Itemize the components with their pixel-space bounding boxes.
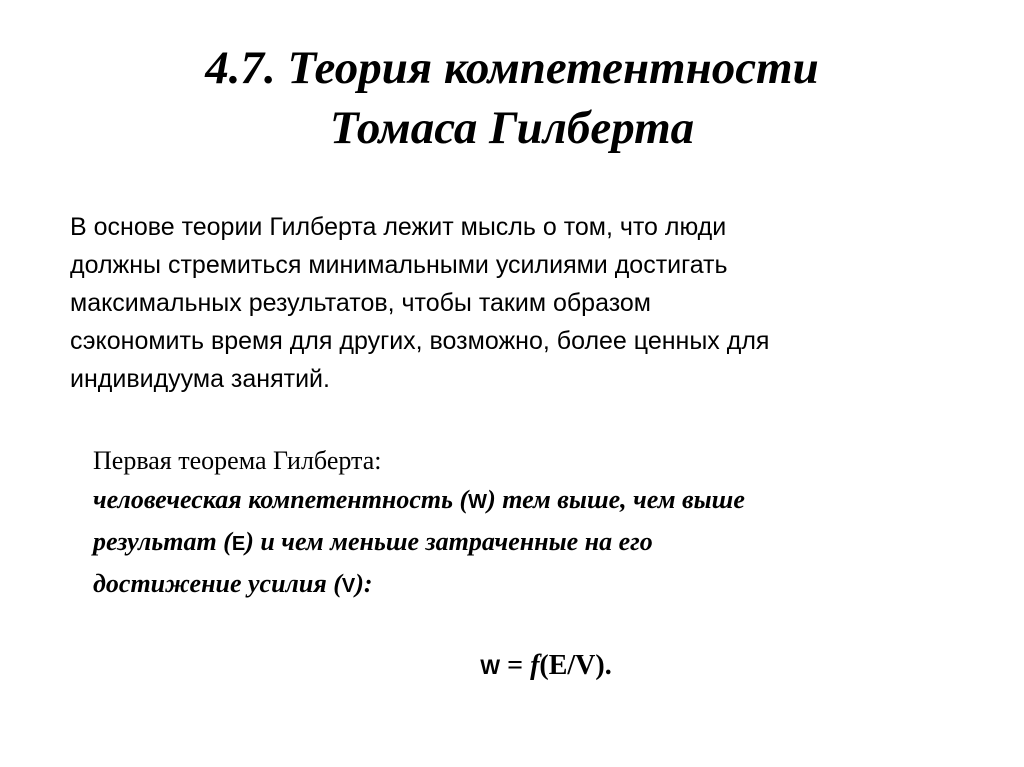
formula-w: W xyxy=(480,656,501,679)
theorem-line-3 xyxy=(93,564,973,606)
theorem-line-2 xyxy=(93,522,973,564)
intro-line-2: должны стремиться минимальными усилиями достигать xyxy=(70,251,728,279)
intro-line-1: В основе теории Гилберта лежит мысль о том, что люди xyxy=(70,213,727,241)
variable-e: E xyxy=(231,533,246,555)
title-line-1: 4.7. Теория компетентности xyxy=(205,42,819,94)
formula xyxy=(0,648,1024,686)
formula-equals: = xyxy=(500,650,531,681)
theorem-line-2-b: ) и чем меньше затраченные на его xyxy=(245,527,653,556)
theorem-block xyxy=(93,442,973,606)
theorem-line-2-a: результат ( xyxy=(93,527,232,556)
formula-function: f xyxy=(530,650,540,681)
title-line-2: Томаса Гилберта xyxy=(329,102,695,154)
variable-v: V xyxy=(341,575,356,597)
theorem-line-3-b: ): xyxy=(355,569,373,598)
intro-line-5: индивидуума занятий. xyxy=(70,365,330,393)
intro-paragraph xyxy=(70,208,970,398)
theorem-line-1-b: ) тем выше, чем выше xyxy=(487,485,745,514)
theorem-line-1-a: человеческая компетентность ( xyxy=(93,485,469,514)
intro-line-3: максимальных результатов, чтобы таким образом xyxy=(70,289,651,317)
intro-line-4: сэкономить время для других, возможно, более ценных для xyxy=(70,327,770,355)
theorem-line-3-a: достижение усилия ( xyxy=(93,569,342,598)
theorem-heading: Первая теорема Гилберта: xyxy=(93,446,382,475)
theorem-line-1 xyxy=(93,480,973,522)
variable-w: W xyxy=(468,491,488,513)
formula-args: (E/V). xyxy=(539,650,612,681)
slide-title xyxy=(0,38,1024,158)
